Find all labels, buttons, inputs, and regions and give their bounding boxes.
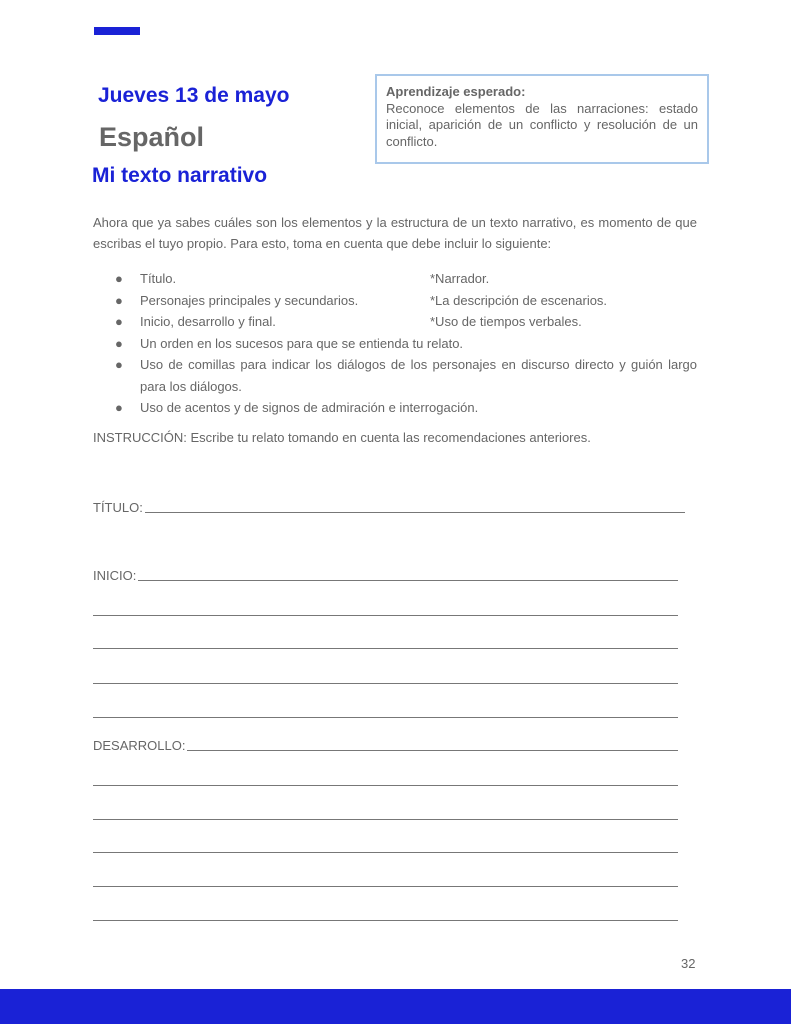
list-item <box>93 354 697 397</box>
writing-line[interactable] <box>93 852 678 853</box>
list-item-text: Un orden en los sucesos para que se entienda tu relato. <box>140 335 464 351</box>
learning-objective-box <box>375 74 709 164</box>
section-title: Mi texto narrativo <box>92 164 268 187</box>
list-item-text: Título. <box>140 271 177 286</box>
learning-objective-title: Aprendizaje esperado: <box>386 84 526 99</box>
requirements-list <box>93 268 697 419</box>
list-item <box>93 397 697 419</box>
subject-heading: Español <box>99 122 205 152</box>
writing-line[interactable] <box>93 648 678 649</box>
list-item-text: Uso de comillas para indicar los diálogos de los personajes en discurso directo y guión largo para los diálogos. <box>140 357 697 394</box>
list-item-side-text: *Narrador. <box>430 271 490 286</box>
date-heading: Jueves 13 de mayo <box>98 84 290 107</box>
writing-line[interactable] <box>93 717 678 718</box>
learning-objective-text: Reconoce elementos de las narraciones: estado inicial, aparición de un conflicto y resolución de un conflicto. <box>386 100 698 149</box>
writing-line[interactable] <box>93 886 678 887</box>
writing-line[interactable] <box>93 819 678 820</box>
desarrollo-field[interactable] <box>93 738 678 753</box>
writing-line[interactable] <box>93 683 678 684</box>
bullet-icon: ● <box>115 400 123 415</box>
list-item-side-text: *Uso de tiempos verbales. <box>430 314 582 329</box>
instruction-text: INSTRUCCIÓN: Escribe tu relato tomando en cuenta las recomendaciones anteriores. <box>93 430 591 445</box>
top-accent-bar <box>94 27 140 35</box>
bullet-icon: ● <box>115 314 123 329</box>
title-writing-line[interactable] <box>145 511 685 513</box>
title-field[interactable] <box>93 500 685 515</box>
writing-line[interactable] <box>93 785 678 786</box>
inicio-label: INICIO: <box>93 568 137 583</box>
desarrollo-writing-line[interactable] <box>187 749 678 751</box>
inicio-field[interactable] <box>93 568 678 583</box>
writing-line[interactable] <box>93 615 678 616</box>
page-number: 32 <box>681 956 696 971</box>
desarrollo-label: DESARROLLO: <box>93 738 186 753</box>
list-item-text: Personajes principales y secundarios. <box>140 292 359 308</box>
list-item-side-text: *La descripción de escenarios. <box>430 292 608 308</box>
writing-line[interactable] <box>93 920 678 921</box>
bullet-icon: ● <box>115 335 123 351</box>
intro-paragraph: Ahora que ya sabes cuáles son los elementos y la estructura de un texto narrativo, es momento de que escribas el tuyo propio. Para esto, toma en cuenta que debe incluir lo siguiente: <box>93 215 697 251</box>
inicio-writing-line[interactable] <box>138 579 678 581</box>
list-item <box>93 290 697 312</box>
list-item-text: Uso de acentos y de signos de admiración e interrogación. <box>140 400 479 415</box>
bullet-icon: ● <box>115 292 123 308</box>
list-item-text: Inicio, desarrollo y final. <box>140 314 276 329</box>
title-label: TÍTULO: <box>93 500 143 515</box>
bullet-icon: ● <box>115 271 123 286</box>
list-item <box>93 268 697 290</box>
list-item <box>93 333 697 355</box>
list-item <box>93 311 697 333</box>
bullet-icon: ● <box>115 357 123 372</box>
footer-bar <box>0 989 791 1024</box>
